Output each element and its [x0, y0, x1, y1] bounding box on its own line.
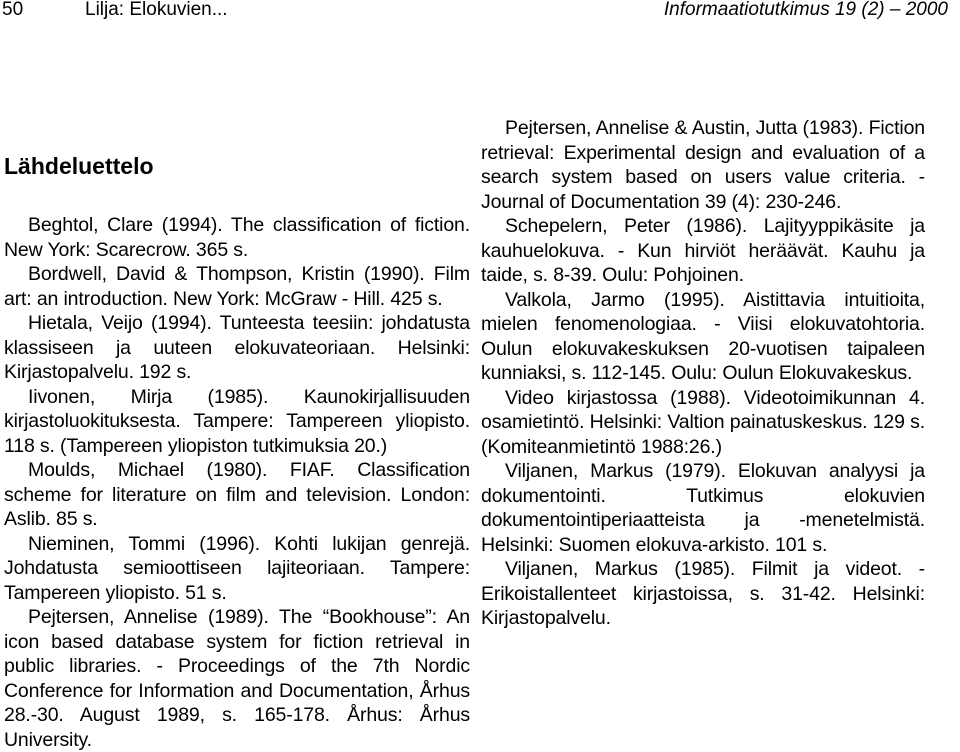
reference-entry: Schepelern, Peter (1986). Lajityyppikäsite ja kauhuelokuva. - Kun hirviöt heräävät. Kauhu ja taide, s. 8-39. Oulu: Pohjoinen.: [481, 215, 925, 286]
references-right-column: [481, 116, 925, 631]
page-header: [0, 0, 960, 20]
reference-entry: Video kirjastossa (1988). Videotoimikunnan 4. osamietintö. Helsinki: Valtion painatuskeskus. 129 s. (Komiteanmietintö 1988:26.): [481, 386, 925, 458]
journal-citation: Informaatiotutkimus 19 (2) – 2000: [663, 0, 948, 20]
references-left-column: [4, 213, 470, 752]
reference-entry: Valkola, Jarmo (1995). Aistittavia intuitioita, mielen fenomenologiaa. - Viisi elokuvatohtoria. Oulun elokuvakeskuksen 20-vuotisen taipaleen kunniaksi, s. 112-145. Oulu: Oulun Elokuvakeskus.: [481, 288, 925, 384]
reference-entry: Viljanen, Markus (1979). Elokuvan analyysi ja dokumentointi. Tutkimus elokuvien dokumentointiperiaatteista ja -menetelmistä. Helsinki: Suomen elokuva-arkisto. 101 s.: [481, 460, 925, 556]
page-number: 50: [2, 0, 24, 20]
running-title: Lilja: Elokuvien...: [85, 0, 228, 20]
reference-entry: Nieminen, Tommi (1996). Kohti lukijan genrejä. Johdatusta semioottiseen lajiteoriaan. Tampere: Tampereen yliopisto. 51 s.: [4, 532, 470, 604]
reference-entry: Beghtol, Clare (1994). The classification of fiction. New York: Scarecrow. 365 s.: [4, 214, 470, 261]
reference-entry: Bordwell, David & Thompson, Kristin (1990). Film art: an introduction. New York: McGraw - Hill. 425 s.: [4, 263, 470, 310]
section-heading: Lähdeluettelo: [4, 153, 154, 179]
reference-entry: Pejtersen, Annelise (1989). The “Bookhouse”: An icon based database system for fiction retrieval in public libraries. - Proceedings of the 7th Nordic Conference for Information and Documentation, Århus 28.-30. August 1989, s. 165-178. Århus: Århus University.: [4, 606, 470, 751]
reference-entry: Iivonen, Mirja (1985). Kaunokirjallisuuden kirjastoluokituksesta. Tampere: Tampereen yliopisto. 118 s. (Tampereen yliopiston tutkimuksia 20.): [4, 385, 470, 457]
reference-entry: Hietala, Veijo (1994). Tunteesta teesiin: johdatusta klassiseen ja uuteen elokuvateoriaan. Helsinki: Kirjastopalvelu. 192 s.: [4, 312, 470, 383]
reference-entry: Pejtersen, Annelise & Austin, Jutta (1983). Fiction retrieval: Experimental design and evaluation of a search system based on users value criteria. - Journal of Documentation 39 (4): 230-246.: [481, 117, 925, 213]
reference-entry: Viljanen, Markus (1985). Filmit ja videot. - Erikoistallenteet kirjastoissa, s. 31-42. Helsinki: Kirjastopalvelu.: [481, 558, 925, 629]
reference-entry: Moulds, Michael (1980). FIAF. Classification scheme for literature on film and television. London: Aslib. 85 s.: [4, 459, 470, 530]
